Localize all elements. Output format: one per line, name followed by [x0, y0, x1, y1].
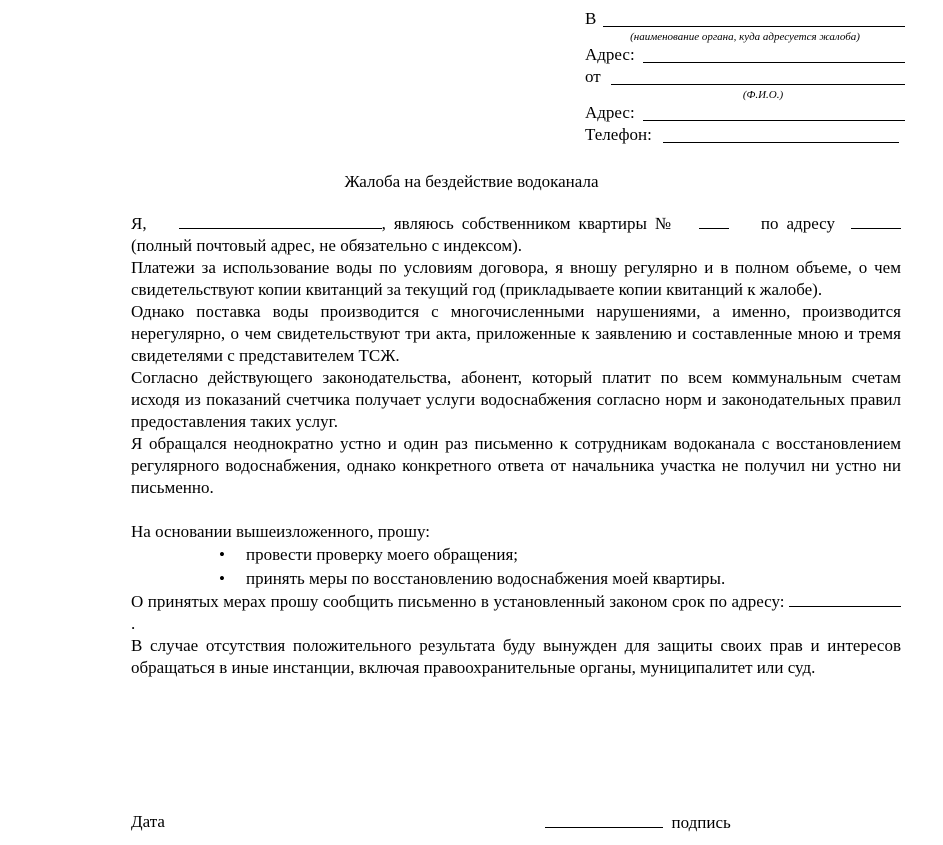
signature-label: подпись: [671, 813, 731, 832]
appeals-paragraph: Я обращался неоднократно устно и один раз письменно к сотрудникам водоканала с восстановлением регулярного водоснабжения, однако конкретного ответа от начальника участка не получил ни устно ни письменно.: [131, 434, 901, 497]
bullet-icon: •: [219, 569, 225, 588]
sender-address-blank: [643, 120, 905, 121]
recipient-hint: (наименование органа, куда адресуется жалоба): [630, 31, 860, 43]
recipient-blank: [603, 26, 905, 27]
escalation-paragraph: В случае отсутствия положительного результата буду вынужден для защиты своих прав и интересов обращаться в иные инстанции, включая правоохранительные органы, муниципалитет или суд.: [131, 636, 901, 677]
addressee-block: [585, 8, 905, 146]
intro-text-3: по адресу: [760, 214, 835, 233]
recipient-address-line: [585, 44, 905, 66]
bullet-icon: •: [219, 545, 225, 564]
list-item: [131, 567, 901, 591]
intro-paragraph-cont: (полный почтовый адрес, не обязательно с индексом).: [131, 236, 523, 255]
recipient-line: [585, 8, 905, 30]
sender-line: [585, 66, 905, 88]
intro-text-1: Я,: [131, 214, 147, 233]
sender-address-line: [585, 102, 905, 124]
document-title: Жалоба на бездействие водоканала: [344, 172, 599, 191]
request-item-text: провести проверку моего обращения;: [246, 545, 519, 564]
signature-blank: [545, 812, 663, 828]
sender-name-blank: [611, 84, 905, 85]
sender-address-label: Адрес:: [585, 103, 635, 122]
response-address-blank: [789, 591, 901, 607]
recipient-label: В: [585, 9, 597, 28]
owner-name-blank: [179, 213, 382, 229]
address-blank: [851, 213, 901, 229]
sender-name-hint: (Ф.И.О.): [742, 89, 784, 101]
violations-paragraph: Однако поставка воды производится с многочисленными нарушениями, а именно, производится нерегулярно, о чем свидетельствуют три акта, приложенные к заявлению и составленные мною и тремя свидетелями с представителем ТСЖ.: [131, 302, 901, 365]
sender-phone-blank: [663, 142, 899, 143]
intro-text-2: , являюсь собственником квартиры №: [381, 214, 675, 233]
recipient-address-label: Адрес:: [585, 45, 635, 64]
request-intro: На основании вышеизложенного, прошу:: [131, 522, 430, 541]
intro-paragraph: [131, 213, 901, 235]
list-item: [131, 543, 901, 567]
response-paragraph: [131, 591, 901, 635]
sender-phone-label: Телефон:: [585, 125, 652, 144]
payments-paragraph: Платежи за использование воды по условиям договора, я вношу регулярно и в полном объеме, о чем свидетельствуют копии квитанций за текущий год (прикладываете копии квитанций к жалобе).: [131, 258, 901, 299]
recipient-address-blank: [643, 62, 905, 63]
sender-label: от: [585, 67, 601, 86]
request-item-text: принять меры по восстановлению водоснабжения моей квартиры.: [246, 569, 726, 588]
request-list: [131, 543, 901, 591]
law-paragraph: Согласно действующего законодательства, абонент, который платит по всем коммунальным счетам исходя из показаний счетчика получает услуги водоснабжения согласно норм и законодательных правил предоставления таких услуг.: [131, 368, 901, 431]
signature-block: [131, 812, 901, 834]
sender-phone-line: [585, 124, 905, 146]
date-label: Дата: [131, 812, 165, 831]
response-period: .: [131, 614, 136, 633]
response-text: О принятых мерах прошу сообщить письменно в установленный законом срок по адресу:: [131, 592, 785, 611]
complaint-body: [131, 213, 901, 679]
apartment-number-blank: [699, 213, 729, 229]
